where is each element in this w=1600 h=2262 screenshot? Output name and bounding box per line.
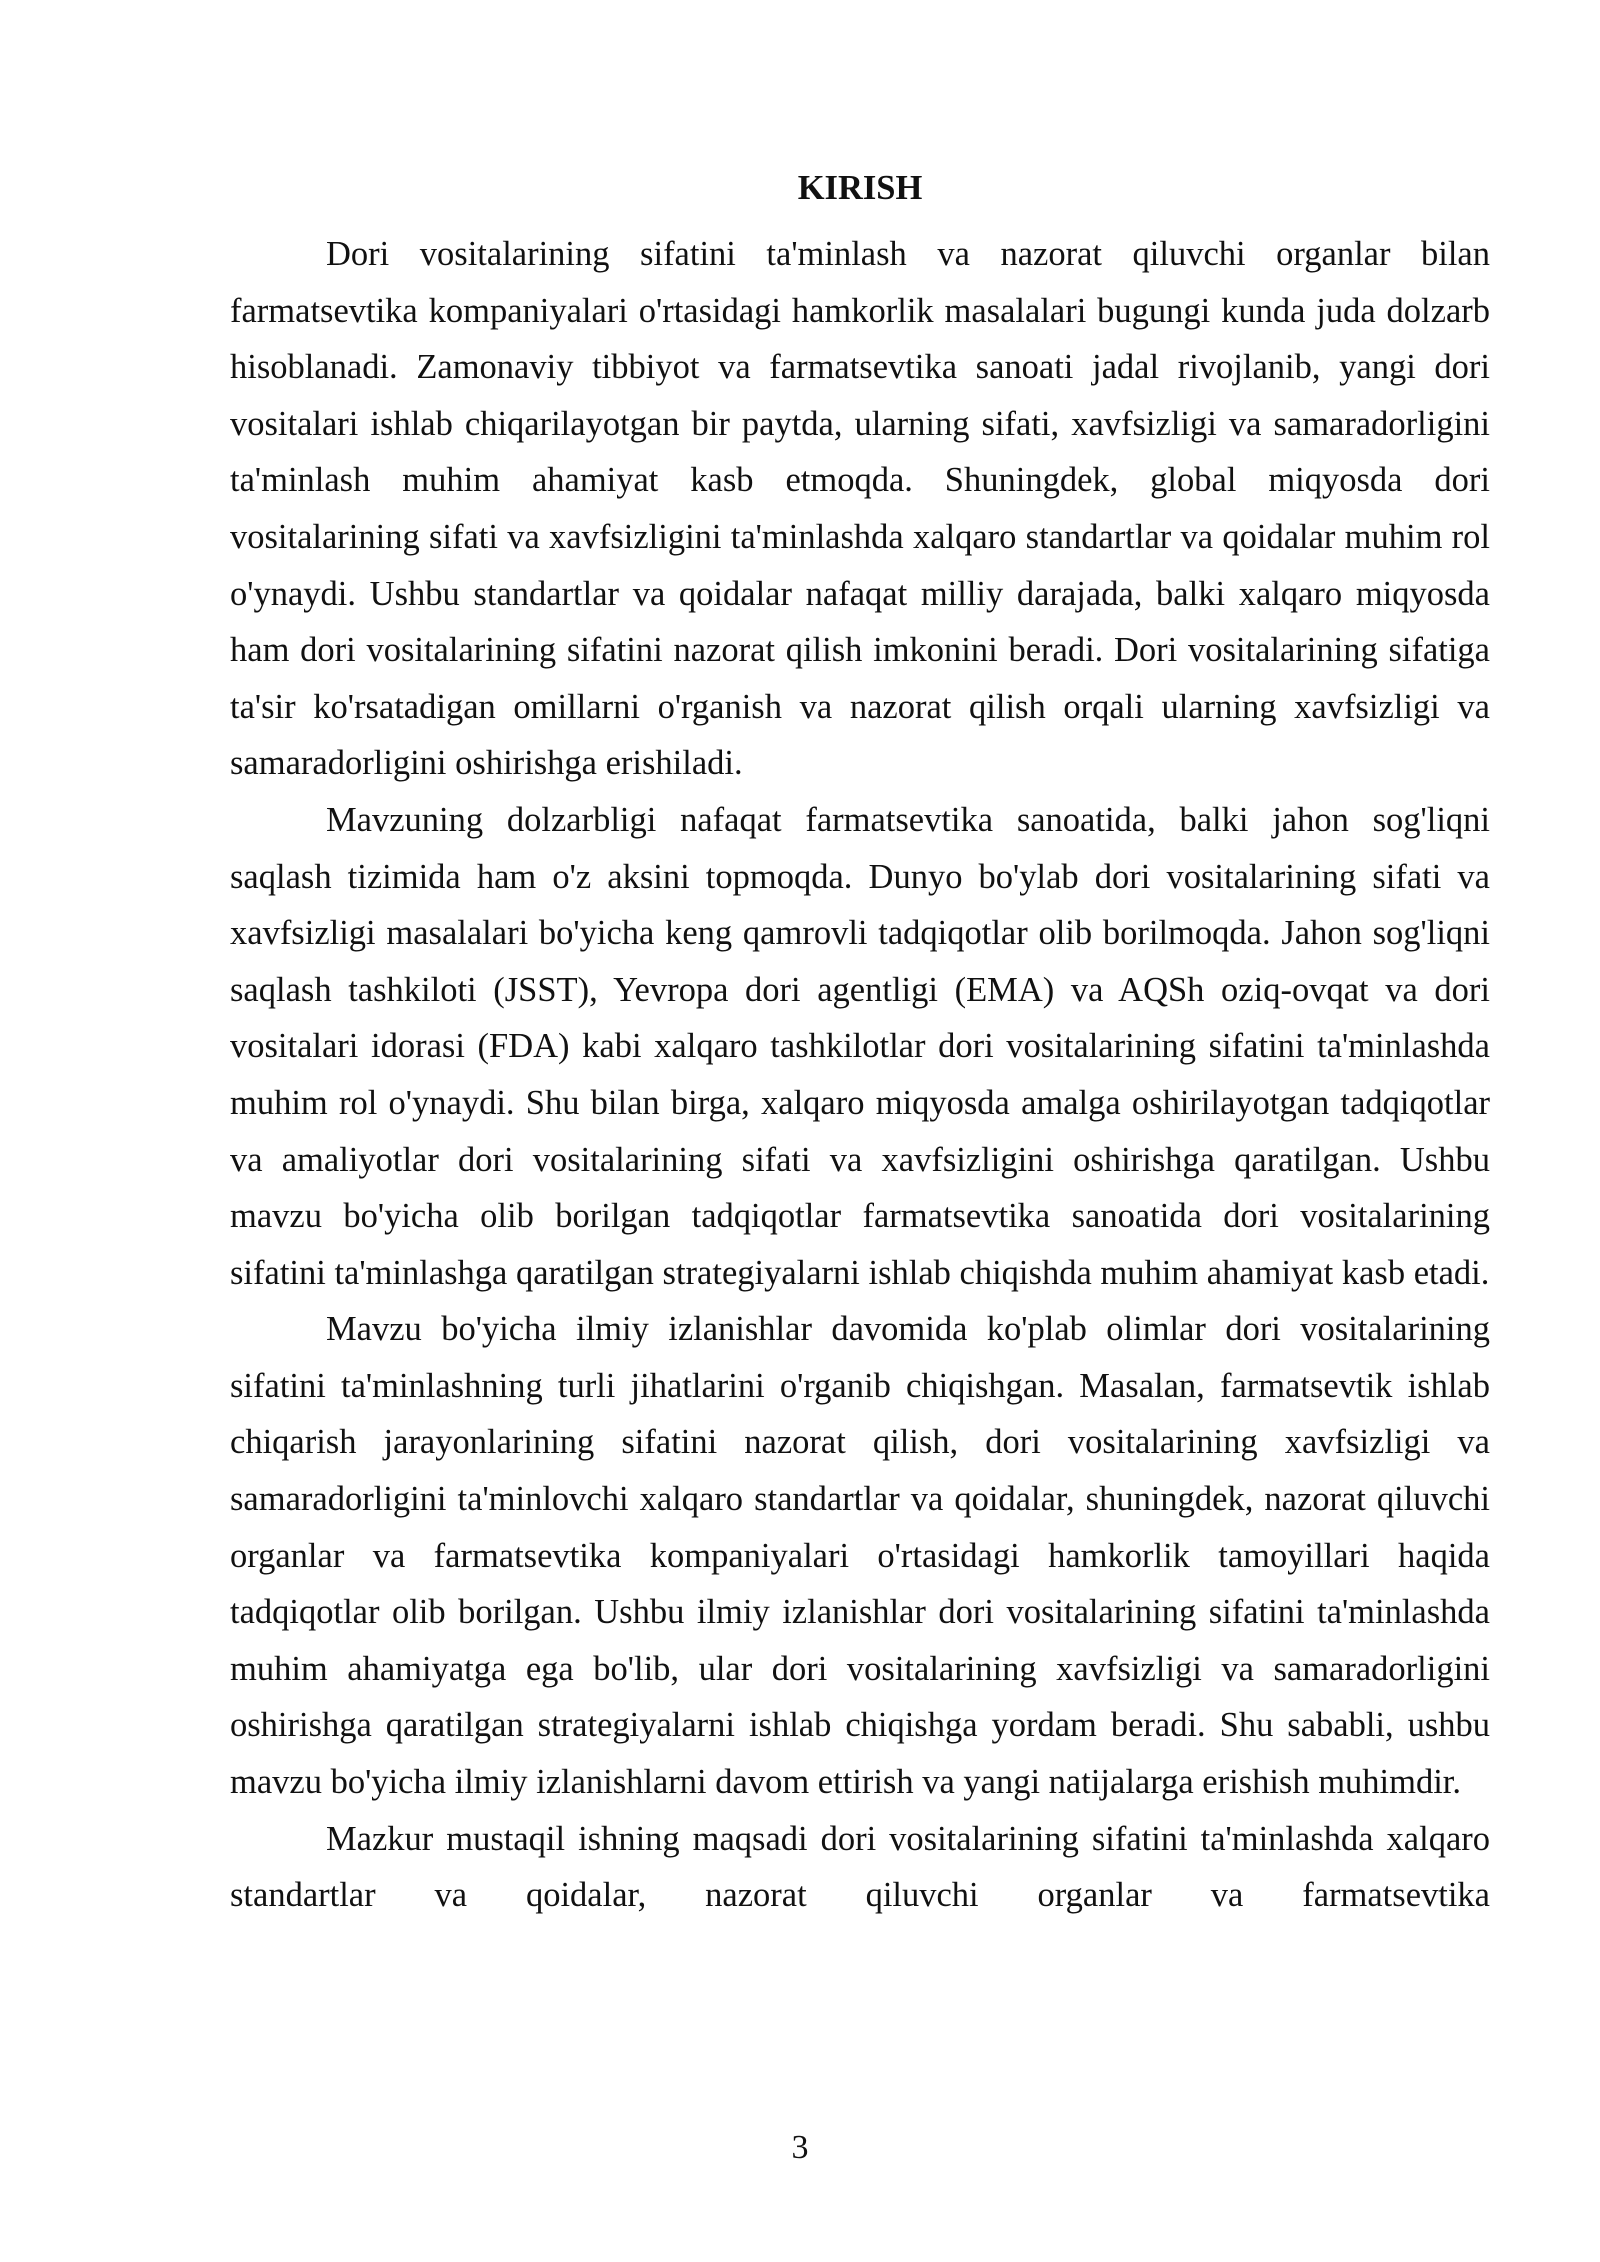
paragraph-4: Mazkur mustaqil ishning maqsadi dori vositalarining sifatini ta'minlashda xalqaro standartlar va qoidalar, nazorat qiluvchi organlar va farmatsevtika [230,1819,1490,1915]
section-title: KIRISH [797,169,923,207]
page-content [230,160,1490,1924]
paragraph-2: Mavzuning dolzarbligi nafaqat farmatsevtika sanoatida, balki jahon sog'liqni saqlash tizimida ham o'z aksini topmoqda. Dunyo bo'ylab dori vositalarining sifati va xavfsizligi masalalari bo'yicha keng qamrovli tadqiqotlar olib borilmoqda. Jahon sog'liqni saqlash tashkiloti (JSST), Yevropa dori agentligi (EMA) va AQSh oziq-ovqat va dori vositalari idorasi (FDA) kabi xalqaro tashkilotlar dori vositalarining sifatini ta'minlashda muhim rol o'ynaydi. Shu bilan birga, xalqaro miqyosda amalga oshirilayotgan tadqiqotlar va amaliyotlar dori vositalarining sifati va xavfsizligini oshirishga qaratilgan. Ushbu mavzu bo'yicha olib borilgan tadqiqotlar farmatsevtika sanoatida dori vositalarining sifatini ta'minlashga qaratilgan strategiyalarni ishlab chiqishda muhim ahamiyat kasb etadi. [230,800,1490,1292]
page-number: 3 [791,2129,809,2166]
paragraph-3: Mavzu bo'yicha ilmiy izlanishlar davomida ko'plab olimlar dori vositalarining sifatini ta'minlashning turli jihatlarini o'rganib chiqishgan. Masalan, farmatsevtik ishlab chiqarish jarayonlarining sifatini nazorat qilish, dori vositalarining xavfsizligi va samaradorligini ta'minlovchi xalqaro standartlar va qoidalar, shuningdek, nazorat qiluvchi organlar va farmatsevtika kompaniyalari o'rtasidagi hamkorlik tamoyillari haqida tadqiqotlar olib borilgan. Ushbu ilmiy izlanishlar dori vositalarining sifatini ta'minlashda muhim ahamiyatga ega bo'lib, ular dori vositalarining xavfsizligi va samaradorligini oshirishga qaratilgan strategiyalarni ishlab chiqishga yordam beradi. Shu sababli, ushbu mavzu bo'yicha ilmiy izlanishlarni davom ettirish va yangi natijalarga erishish muhimdir. [230,1310,1490,1802]
paragraph-1: Dori vositalarining sifatini ta'minlash va nazorat qiluvchi organlar bilan farmatsevtika kompaniyalari o'rtasidagi hamkorlik masalalari bugungi kunda juda dolzarb hisoblanadi. Zamonaviy tibbiyot va farmatsevtika sanoati jadal rivojlanib, yangi dori vositalari ishlab chiqarilayotgan bir paytda, ularning sifati, xavfsizligi va samaradorligini ta'minlash muhim ahamiyat kasb etmoqda. Shuningdek, global miqyosda dori vositalarining sifati va xavfsizligini ta'minlashda xalqaro standartlar va qoidalar muhim rol o'ynaydi. Ushbu standartlar va qoidalar nafaqat milliy darajada, balki xalqaro miqyosda ham dori vositalarining sifatini nazorat qilish imkonini beradi. Dori vositalarining sifatiga ta'sir ko'rsatadigan omillarni o'rganish va nazorat qilish orqali ularning xavfsizligi va samaradorligini oshirishga erishiladi. [230,235,1490,783]
